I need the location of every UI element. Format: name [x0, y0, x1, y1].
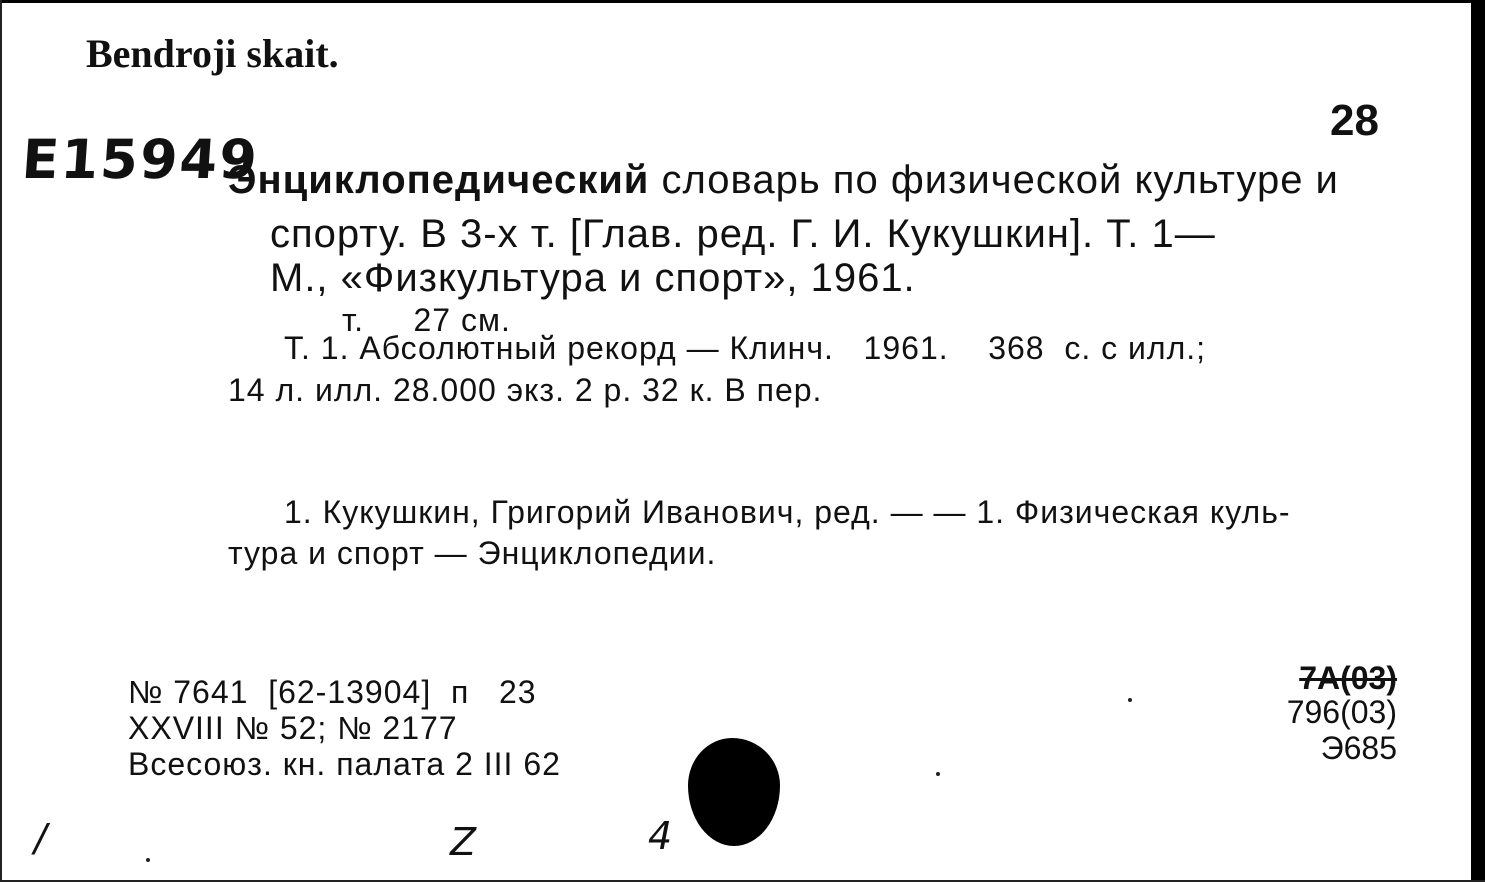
author-mark: Э685	[1320, 730, 1397, 766]
handwritten-mark-z: Z	[450, 820, 477, 864]
library-stamp: Bendroji skait.	[86, 31, 339, 76]
speck	[1128, 698, 1132, 702]
handwritten-mark-slash: /	[34, 816, 47, 860]
tracing-line-2: тура и спорт — Энциклопедии.	[228, 535, 717, 571]
entry-line-2: спорту. В 3-х т. [Глав. ред. Г. И. Кукушкин]. Т. 1—	[270, 212, 1216, 256]
speck	[146, 858, 150, 862]
classification-old: 7А(03)	[1299, 660, 1397, 696]
entry-size: т. 27 см.	[342, 302, 511, 338]
entry-title-line	[228, 158, 1339, 203]
entry-volume-1: Т. 1. Абсолютный рекорд — Клинч. 1961. 368 с. с илл.;	[284, 330, 1207, 366]
scan-border-right	[1471, 0, 1485, 882]
handwritten-mark-4: 4	[648, 814, 673, 858]
speck	[936, 772, 940, 776]
card-number: 28	[1330, 96, 1379, 145]
scan-border-left	[0, 0, 2, 882]
record-number: № 7641 [62-13904] п 23	[128, 674, 537, 710]
scan-border-top	[0, 0, 1485, 3]
tracing-line-1: 1. Кукушкин, Григорий Иванович, ред. — — 1. Физическая куль-	[284, 494, 1291, 530]
chronicle-reference: XXVIII № 52; № 2177	[128, 710, 458, 746]
entry-title-bold: Энциклопедический	[228, 158, 650, 202]
entry-volume-1-details: 14 л. илл. 28.000 экз. 2 р. 32 к. В пер.	[228, 372, 823, 408]
card-punch-hole	[688, 738, 780, 846]
chamber-imprint: Всесоюз. кн. палата 2 III 62	[128, 746, 561, 782]
entry-line-3: М., «Физкультура и спорт», 1961.	[270, 256, 916, 300]
shelfmark: E15949	[19, 128, 261, 191]
classification-code: 796(03)	[1286, 694, 1397, 730]
entry-title-rest: словарь по физической культуре и	[649, 158, 1339, 202]
